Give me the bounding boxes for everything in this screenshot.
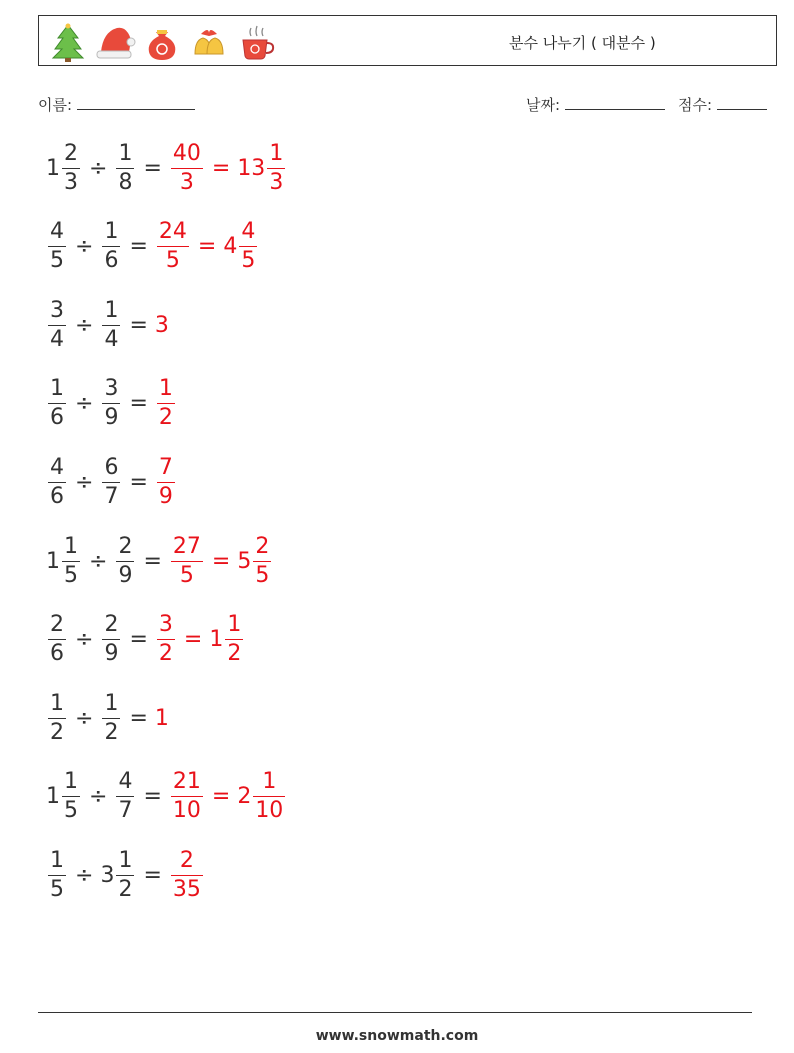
denominator: 35	[172, 876, 201, 902]
fraction-bar	[102, 325, 120, 326]
whole-number: 3	[154, 312, 169, 338]
fraction	[157, 454, 175, 509]
fraction-bar	[48, 875, 66, 876]
divide-sign: ÷	[75, 234, 94, 260]
denominator: 2	[50, 719, 64, 745]
denominator: 2	[227, 641, 242, 667]
fraction-bar	[48, 482, 66, 483]
fraction-bar	[157, 482, 175, 483]
fraction	[116, 771, 134, 822]
numerator: 27	[172, 533, 201, 559]
dividend	[46, 378, 68, 429]
fraction	[48, 221, 66, 272]
name-field	[38, 94, 195, 115]
numerator: 1	[262, 769, 277, 795]
fraction-bar	[157, 403, 175, 404]
numerator: 21	[172, 769, 201, 795]
numerator: 3	[158, 612, 173, 638]
answer-mixed	[209, 614, 245, 665]
answer	[155, 221, 191, 272]
numerator: 1	[104, 297, 119, 323]
divisor	[114, 140, 136, 195]
date-field	[526, 94, 665, 115]
divisor	[100, 221, 122, 272]
divide-sign: ÷	[89, 784, 108, 810]
name-blank	[77, 95, 195, 110]
fraction	[171, 771, 203, 822]
denominator: 5	[64, 798, 78, 824]
fraction-bar	[48, 718, 66, 719]
whole-number: 1	[46, 155, 60, 181]
equals-sign: =	[129, 234, 148, 260]
denominator: 5	[165, 248, 180, 274]
dividend	[46, 847, 68, 902]
numerator: 2	[104, 612, 119, 638]
fraction-bar	[62, 168, 80, 169]
fraction	[116, 847, 134, 902]
denominator: 2	[104, 719, 119, 745]
answer	[169, 533, 205, 588]
divide-sign: ÷	[75, 627, 94, 653]
fraction-bar	[267, 168, 285, 169]
fraction	[171, 533, 203, 588]
numerator: 2	[118, 533, 133, 559]
numerator: 4	[118, 769, 133, 795]
equals-sign: =	[197, 234, 217, 260]
denominator: 6	[104, 248, 119, 274]
problem-row	[46, 762, 287, 832]
divide-sign: ÷	[75, 391, 94, 417]
problem-row	[46, 290, 169, 360]
denominator: 2	[158, 641, 173, 667]
divide-sign: ÷	[89, 155, 108, 181]
numerator: 2	[179, 847, 194, 873]
dividend	[46, 297, 68, 352]
fraction	[102, 690, 120, 745]
whole-number: 2	[237, 784, 252, 810]
whole-number: 13	[237, 155, 266, 181]
fraction	[48, 614, 66, 665]
fraction-bar	[102, 639, 120, 640]
denominator: 5	[64, 562, 78, 588]
denominator: 5	[50, 876, 64, 902]
problem-row	[46, 447, 177, 517]
answer	[155, 706, 169, 731]
numerator: 6	[104, 454, 119, 480]
whole-number: 1	[154, 705, 169, 731]
whole-number: 5	[237, 548, 252, 574]
divisor	[100, 378, 122, 429]
answer-mixed	[237, 533, 273, 588]
fraction-bar	[171, 796, 203, 797]
equals-sign: =	[143, 862, 162, 888]
answer-mixed	[223, 221, 259, 272]
whole-number: 1	[209, 627, 224, 653]
fraction	[62, 140, 80, 195]
dividend	[46, 221, 68, 272]
fraction	[253, 771, 285, 822]
fraction	[157, 221, 189, 272]
whole-number: 1	[46, 784, 60, 810]
fraction-bar	[48, 403, 66, 404]
dividend	[46, 533, 82, 588]
fraction	[225, 614, 243, 665]
numerator: 1	[50, 847, 64, 873]
denominator: 7	[104, 483, 119, 509]
fraction	[48, 847, 66, 902]
denominator: 4	[50, 326, 64, 352]
equals-sign: =	[129, 469, 148, 495]
fraction	[48, 378, 66, 429]
denominator: 2	[158, 405, 173, 431]
equals-sign: =	[183, 627, 203, 653]
fraction-bar	[116, 875, 134, 876]
header-icons	[49, 22, 277, 62]
answer	[155, 454, 177, 509]
fraction	[102, 614, 120, 665]
fraction-bar	[116, 796, 134, 797]
denominator: 2	[118, 876, 133, 902]
score-field	[678, 94, 767, 115]
equals-sign: =	[129, 312, 148, 338]
divisor	[114, 771, 136, 822]
numerator: 3	[50, 297, 64, 323]
fraction	[62, 771, 80, 822]
fraction	[267, 140, 285, 195]
answer	[155, 614, 177, 665]
equals-sign: =	[143, 155, 162, 181]
divide-sign: ÷	[75, 469, 94, 495]
equals-sign: =	[129, 627, 148, 653]
fraction-bar	[171, 875, 203, 876]
numerator: 1	[104, 690, 119, 716]
date-label: 날짜:	[526, 96, 561, 114]
denominator: 8	[118, 169, 133, 195]
score-label: 점수:	[678, 96, 713, 114]
fraction	[48, 454, 66, 509]
divide-sign: ÷	[75, 312, 94, 338]
fraction-bar	[253, 796, 285, 797]
fraction	[157, 378, 175, 429]
fraction-bar	[253, 561, 271, 562]
dividend	[46, 140, 82, 195]
answer	[155, 313, 169, 338]
fraction	[102, 378, 120, 429]
fraction	[48, 297, 66, 352]
denominator: 3	[269, 169, 284, 195]
divide-sign: ÷	[75, 862, 94, 888]
numerator: 1	[64, 769, 78, 795]
fraction	[239, 221, 257, 272]
fraction-bar	[48, 639, 66, 640]
fraction	[102, 297, 120, 352]
fraction-bar	[157, 246, 189, 247]
worksheet-header	[38, 15, 777, 66]
denominator: 3	[64, 169, 78, 195]
numerator: 1	[158, 376, 173, 402]
numerator: 1	[269, 140, 284, 166]
answer	[169, 771, 205, 822]
fraction-bar	[62, 796, 80, 797]
denominator: 6	[50, 483, 64, 509]
numerator: 1	[227, 612, 242, 638]
fraction	[116, 140, 134, 195]
numerator: 1	[104, 219, 119, 245]
equals-sign: =	[211, 548, 231, 574]
hot-cup-icon	[237, 22, 277, 62]
divisor	[100, 297, 122, 352]
answer	[169, 847, 205, 902]
fraction-bar	[116, 168, 134, 169]
answer-mixed	[237, 771, 287, 822]
problem-row	[46, 605, 245, 675]
divisor	[100, 847, 136, 902]
equals-sign: =	[211, 784, 231, 810]
santa-hat-icon	[93, 22, 137, 62]
dividend	[46, 614, 68, 665]
denominator: 5	[255, 562, 270, 588]
denominator: 9	[118, 562, 133, 588]
fraction-bar	[102, 482, 120, 483]
fraction-bar	[116, 561, 134, 562]
numerator: 1	[50, 690, 64, 716]
numerator: 1	[118, 847, 133, 873]
numerator: 1	[118, 140, 133, 166]
numerator: 4	[50, 454, 64, 480]
whole-number: 4	[223, 234, 238, 260]
fraction-bar	[62, 561, 80, 562]
score-blank	[717, 95, 767, 110]
christmas-tree-icon	[49, 22, 87, 62]
fraction-bar	[102, 246, 120, 247]
divide-sign: ÷	[75, 705, 94, 731]
numerator: 2	[64, 140, 78, 166]
denominator: 9	[104, 405, 119, 431]
denominator: 3	[179, 169, 194, 195]
numerator: 24	[158, 219, 187, 245]
problem-row	[46, 840, 205, 910]
problem-row	[46, 133, 287, 203]
numerator: 2	[255, 533, 270, 559]
denominator: 7	[118, 798, 133, 824]
divide-sign: ÷	[89, 548, 108, 574]
denominator: 9	[104, 641, 119, 667]
divisor	[100, 690, 122, 745]
numerator: 4	[50, 219, 64, 245]
denominator: 6	[50, 641, 64, 667]
fraction	[116, 533, 134, 588]
answer	[169, 140, 205, 195]
numerator: 40	[172, 140, 201, 166]
problem-row	[46, 683, 169, 753]
equals-sign: =	[129, 705, 148, 731]
fraction-bar	[102, 403, 120, 404]
divisor	[100, 614, 122, 665]
fraction	[102, 454, 120, 509]
worksheet-title: 분수 나누기 ( 대분수 )	[509, 34, 656, 52]
numerator: 1	[50, 376, 64, 402]
denominator: 5	[241, 248, 256, 274]
answer	[155, 378, 177, 429]
dividend	[46, 690, 68, 745]
fraction-bar	[48, 246, 66, 247]
numerator: 7	[158, 454, 173, 480]
denominator: 5	[179, 562, 194, 588]
numerator: 4	[241, 219, 256, 245]
problem-row	[46, 526, 273, 596]
answer-mixed	[237, 140, 287, 195]
numerator: 3	[104, 376, 119, 402]
whole-number: 3	[100, 862, 115, 888]
date-blank	[565, 95, 665, 110]
fraction-bar	[171, 168, 203, 169]
fraction	[102, 221, 120, 272]
numerator: 1	[64, 533, 78, 559]
fraction-bar	[239, 246, 257, 247]
fraction	[171, 140, 203, 195]
bells-icon	[187, 22, 231, 62]
name-label: 이름:	[38, 96, 73, 114]
problem-row	[46, 369, 177, 439]
denominator: 10	[255, 798, 284, 824]
fraction-bar	[157, 639, 175, 640]
fraction	[62, 533, 80, 588]
divisor	[114, 533, 136, 588]
fraction	[171, 847, 203, 902]
equals-sign: =	[211, 155, 231, 181]
fraction	[157, 614, 175, 665]
footer-divider	[38, 1012, 752, 1013]
numerator: 2	[50, 612, 64, 638]
fraction	[253, 533, 271, 588]
denominator: 9	[158, 483, 173, 509]
fraction-bar	[48, 325, 66, 326]
denominator: 5	[50, 248, 64, 274]
equals-sign: =	[143, 548, 162, 574]
problem-row	[46, 212, 259, 282]
whole-number: 1	[46, 548, 60, 574]
fraction-bar	[171, 561, 203, 562]
equals-sign: =	[143, 784, 162, 810]
divisor	[100, 454, 122, 509]
gift-sack-icon	[143, 22, 181, 62]
dividend	[46, 771, 82, 822]
denominator: 10	[172, 798, 201, 824]
footer-site: www.snowmath.com	[315, 1028, 479, 1044]
dividend	[46, 454, 68, 509]
denominator: 4	[104, 326, 119, 352]
fraction-bar	[225, 639, 243, 640]
equals-sign: =	[129, 391, 148, 417]
fraction-bar	[102, 718, 120, 719]
denominator: 6	[50, 405, 64, 431]
fraction	[48, 690, 66, 745]
